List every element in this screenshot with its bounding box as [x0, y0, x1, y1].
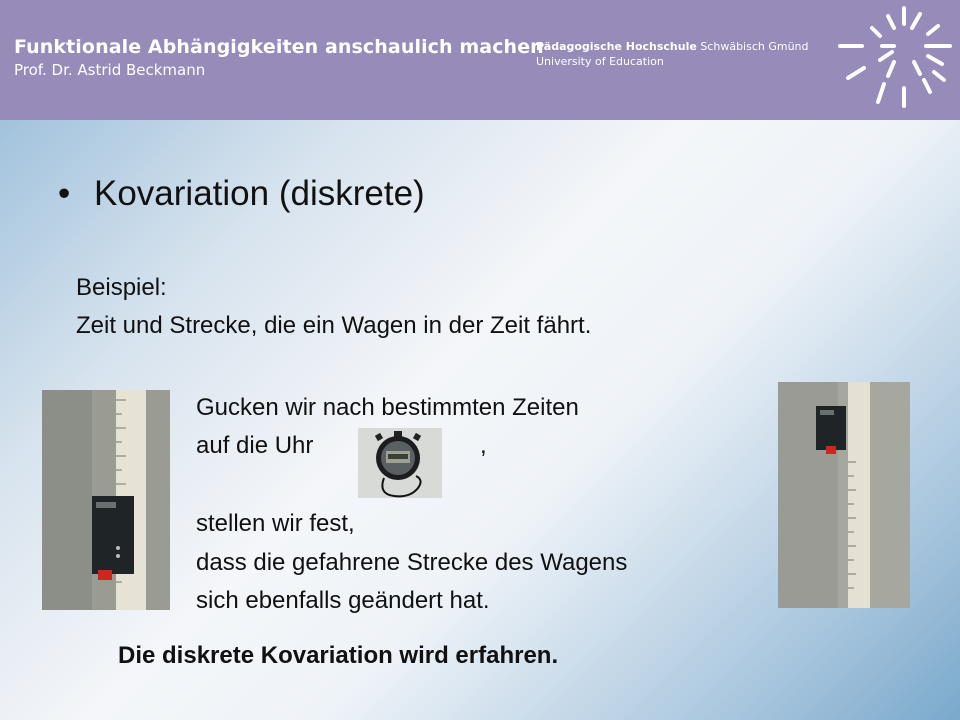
body-line-2a: auf die Uhr [196, 432, 314, 459]
author-name: Prof. Dr. Astrid Beckmann [14, 61, 206, 79]
university-name-bold: Pädagogische Hochschule [536, 40, 697, 53]
body-line-1: Gucken wir nach bestimmten Zeiten [196, 394, 579, 421]
university-city: Schwäbisch Gmünd [696, 40, 809, 53]
body-line-2b: , [480, 432, 487, 459]
university-english: University of Education [536, 55, 664, 68]
example-text: Zeit und Strecke, die ein Wagen in der Zeit fährt. [76, 312, 592, 339]
bullet: • [58, 174, 71, 213]
header-banner [0, 0, 960, 120]
slide-heading [58, 174, 425, 214]
body-line-3: stellen wir fest, [196, 510, 355, 537]
university-name [536, 39, 809, 69]
right-photo [778, 382, 910, 608]
sunburst-logo-icon [834, 6, 954, 110]
example-label: Beispiel: [76, 274, 167, 301]
conclusion-text: Die diskrete Kovariation wird erfahren. [118, 642, 559, 669]
body-line-4: dass die gefahrene Strecke des Wagens [196, 549, 628, 576]
stopwatch-photo [358, 428, 442, 498]
body-line-5: sich ebenfalls geändert hat. [196, 587, 490, 614]
left-photo [42, 390, 170, 610]
heading-text: Kovariation (diskrete) [94, 174, 425, 213]
presentation-title: Funktionale Abhängigkeiten anschaulich machen [14, 36, 544, 58]
